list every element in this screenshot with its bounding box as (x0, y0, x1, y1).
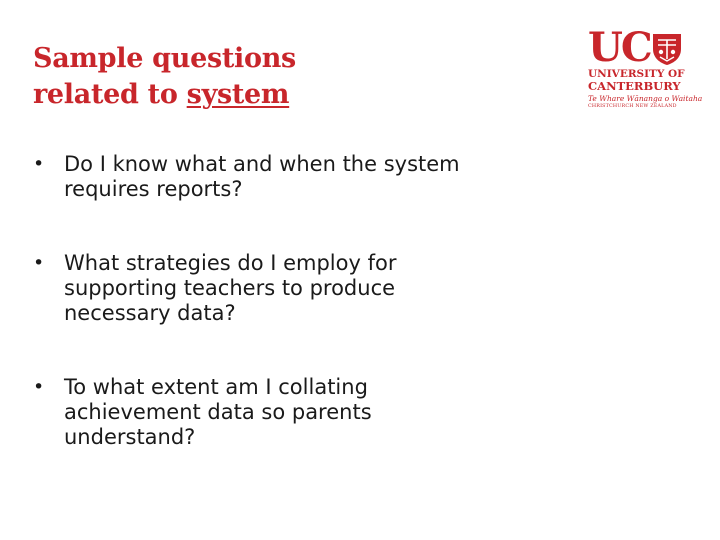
title-keyword-system: system (186, 79, 290, 110)
bullet-icon: • (33, 376, 45, 398)
question-text-line: requires reports? (64, 177, 243, 201)
university-logo (588, 24, 703, 112)
title-line-2-prefix: related to (33, 79, 187, 110)
logo-line-university-of: UNIVERSITY OF (588, 68, 685, 80)
question-text-line: What strategies do I employ for (64, 251, 397, 275)
question-text-line: supporting teachers to produce (64, 276, 396, 300)
question-text-line: Do I know what and when the system (64, 152, 460, 176)
question-text-line: necessary data? (64, 301, 236, 325)
question-list (33, 152, 553, 450)
title-line-1: Sample questions (33, 43, 296, 74)
question-item (33, 251, 553, 326)
logo-line-maori-name: Te Whare Wānanga o Waitaha (588, 94, 703, 103)
question-item (33, 152, 553, 202)
slide-title (33, 41, 296, 113)
bullet-icon: • (33, 252, 45, 274)
logo-line-location: CHRISTCHURCH NEW ZEALAND (588, 104, 677, 109)
logo-monogram: UC (588, 24, 651, 71)
question-item (33, 375, 553, 450)
question-text-line: achievement data so parents (64, 400, 372, 424)
question-text-line: understand? (64, 425, 196, 449)
logo-line-canterbury: CANTERBURY (588, 79, 681, 93)
bullet-icon: • (33, 153, 45, 175)
question-text-line: To what extent am I collating (64, 375, 368, 399)
crest-icon (650, 32, 684, 66)
